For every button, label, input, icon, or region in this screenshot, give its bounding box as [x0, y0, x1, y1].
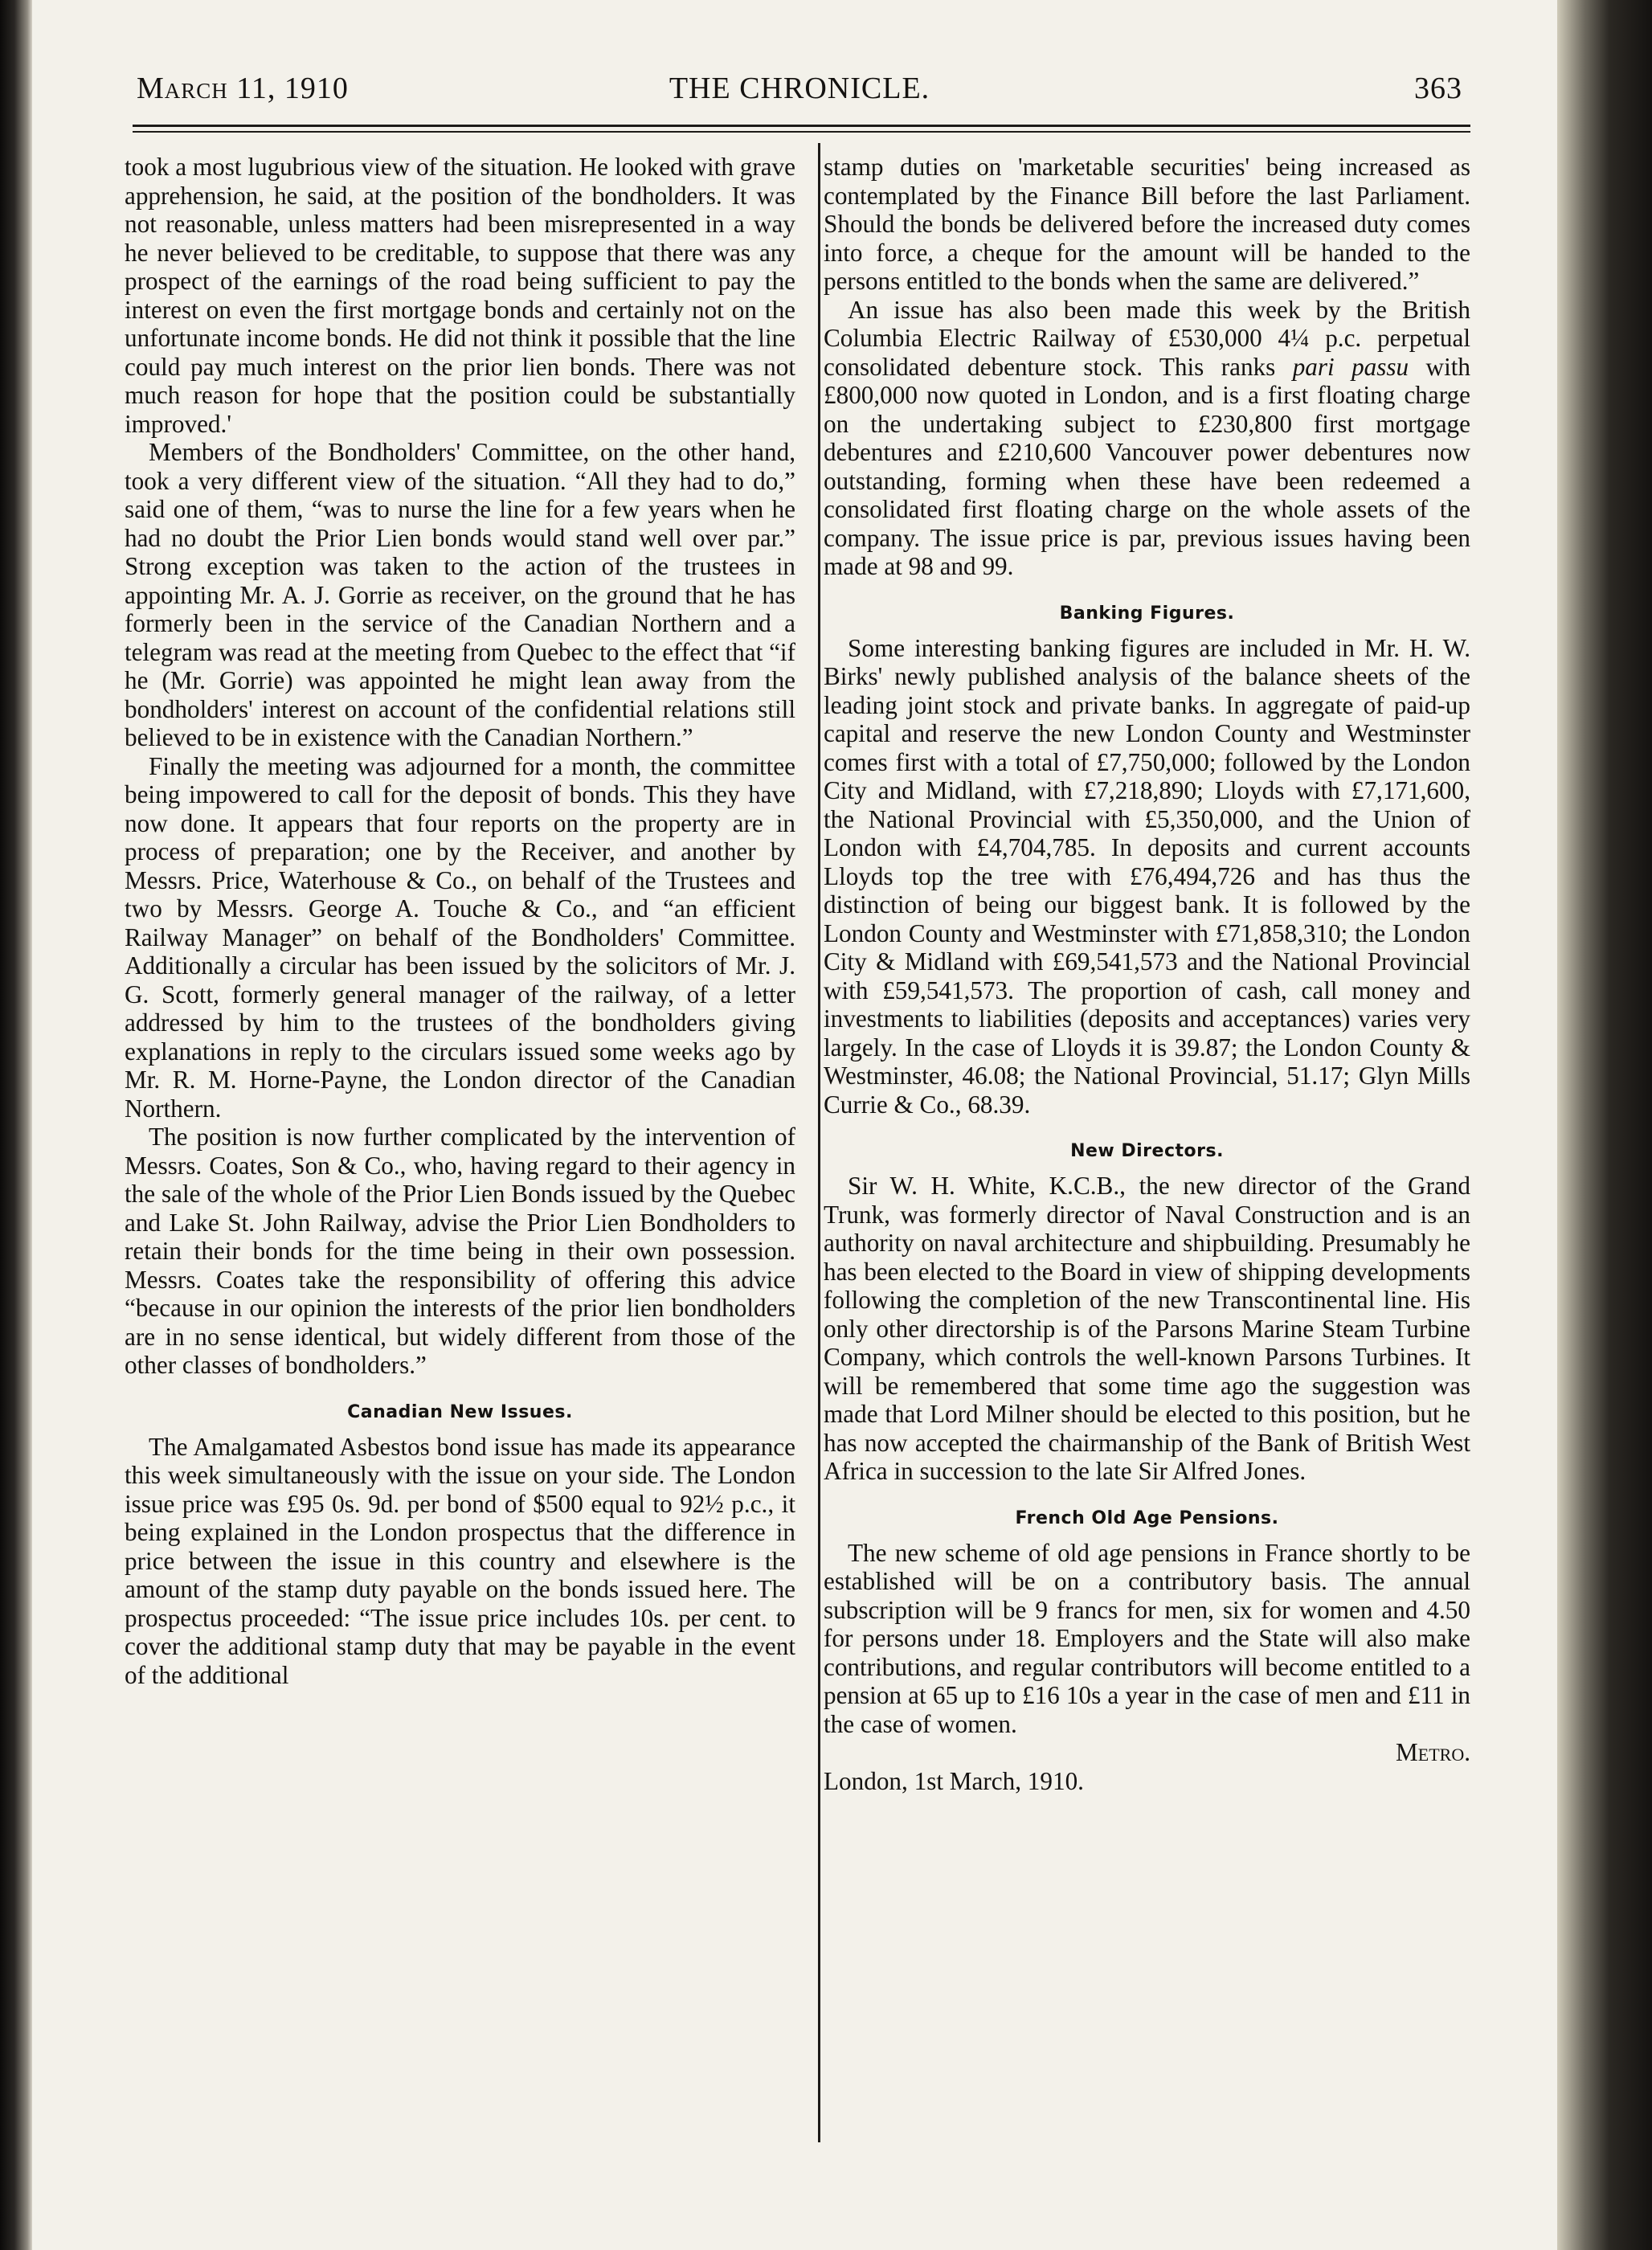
section-heading-banking-figures: Banking Figures.	[1059, 603, 1235, 624]
author-signature: Metro.	[1396, 1738, 1470, 1766]
paragraph: The position is now further complicated by the intervention of Messrs. Coates, Son & Co., who, having regard to their agency in the sale of the whole of the Prior Lien Bonds issued by the Quebec and Lake St. John Railway, advise the Prior Lien Bondholders to retain their bonds for the time being in their own possession. Messrs. Coates take the responsibility of offering this advice “because in our opinion the interests of the prior lien bondholders are in no sense identical, but widely different from those of the other classes of bondholders.”	[125, 1123, 795, 1379]
paragraph-text: with £800,000 now quoted in London, and is a first floating charge on the undertaking subject to £230,800 first mortgage debentures and £210,600 Vancouver power debentures now outstanding, forming when these have been redeemed a consolidated first floating charge on the whole assets of the company. The issue price is par, previous issues having been made at 98 and 99.	[824, 352, 1470, 580]
section-heading-french-old-age-pensions: French Old Age Pensions.	[1015, 1508, 1279, 1528]
header-date: March 11, 1910	[137, 72, 349, 105]
left-column	[125, 153, 795, 1689]
header-rule-double	[133, 131, 1470, 133]
paragraph	[824, 296, 1470, 581]
paragraph-text: An issue has also been made this week by the British Columbia Electric Railway of £530,000 4¼ p.c. perpetual consolidated debenture stock. This ranks	[824, 295, 1470, 381]
paragraph: Sir W. H. White, K.C.B., the new director of the Grand Trunk, was formerly director of Naval Construction and is an authority on naval architecture and shipbuilding. Presumably he has been elected to the Board in view of shipping developments following the completion of the new Transcontinental line. His only other directorship is of the Parsons Marine Steam Turbine Company, which controls the well-known Parsons Turbines. It will be remembered that some time ago the suggestion was made that Lord Milner should be elected to this position, but he has now accepted the chairmanship of the Bank of British West Africa in succession to the late Sir Alfred Jones.	[824, 1172, 1470, 1485]
header-rule	[133, 125, 1470, 127]
paragraph: stamp duties on 'marketable securities' being increased as contemplated by the Finance Bill before the last Parliament. Should the bonds be delivered before the increased duty comes into force, a cheque for the amount will be handed to the persons entitled to the bonds when the same are delivered.”	[824, 153, 1470, 295]
book-binding-edge	[0, 0, 32, 2250]
paragraph: Members of the Bondholders' Committee, on the other hand, took a very different view of the situation. “All they had to do,” said one of them, “was to nurse the line for a few years when he had no doubt the Prior Lien bonds would stand well over par.” Strong exception was taken to the action of the trustees in appointing Mr. A. J. Gorrie as receiver, on the ground that he has formerly been in the service of the Canadian Northern and a telegram was read at the meeting from Quebec to the effect that “if he (Mr. Gorrie) was appointed he might lean away from the bondholders' interest on account of the confidential relations still believed to be in existence with the Canadian Northern.”	[125, 438, 795, 751]
right-column	[824, 153, 1470, 1795]
page-header	[137, 71, 1462, 119]
dateline: London, 1st March, 1910.	[824, 1766, 1084, 1795]
paragraph: The new scheme of old age pensions in France shortly to be established will be on a contributory basis. The annual subscription will be 9 francs for men, six for women and 4.50 for persons under 18. Employers and the State will also make contributions, and regular contributors will become entitled to a pension at 65 up to £16 10s a year in the case of men and £11 in the case of women.	[824, 1538, 1470, 1738]
paragraph: Some interesting banking figures are included in Mr. H. W. Birks' newly published analysis of the balance sheets of the leading joint stock and private banks. In aggregate of paid-up capital and reserve the new London County and Westminster comes first with a total of £7,750,000; followed by the London City and Midland, with £7,218,890; Lloyds with £7,171,600, the National Provincial with £5,350,000, and the Union of London with £4,704,785. In deposits and current accounts Lloyds top the tree with £76,494,726 and has thus the distinction of being our biggest bank. It is followed by the London County and Westminster with £71,858,310; the London City & Midland with £69,541,573 and the National Provincial with £59,541,573. The proportion of cash, call money and investments to liabilities (deposits and acceptances) varies very largely. In the case of Lloyds it is 39.87; the London County & Westminster, 46.08; the National Provincial, 51.17; Glyn Mills Currie & Co., 68.39.	[824, 633, 1470, 1119]
page-number: 363	[1414, 72, 1462, 105]
paragraph: took a most lugubrious view of the situation. He looked with grave apprehension, he said, at the position of the bondholders. It was not reasonable, unless matters had been misrepresented in a way he never believed to be creditable, to suppose that there was any prospect of the earnings of the road being sufficient to pay the interest on even the first mortgage bonds and certainly not on the unfortunate income bonds. He did not think it possible that the line could pay much interest on the prior lien bonds. There was not much reason for hope that the position could be substantially improved.'	[125, 153, 795, 438]
italic-phrase: pari passu	[1292, 352, 1409, 381]
section-heading-canadian-new-issues: Canadian New Issues.	[347, 1401, 573, 1422]
publication-title: THE CHRONICLE.	[669, 72, 930, 105]
paragraph: Finally the meeting was adjourned for a month, the committee being impowered to call for the deposit of bonds. This they have now done. It appears that four reports on the property are in process of preparation; one by the Receiver, and another by Messrs. Price, Waterhouse & Co., on behalf of the Trustees and two by Messrs. George A. Touche & Co., and “an efficient Railway Manager” on behalf of the Bondholders' Committee. Additionally a circular has been issued by the solicitors of Mr. J. G. Scott, formerly general manager of the railway, of a letter addressed by him to the trustees of the bondholders giving explanations in reply to the circulars issued some weeks ago by Mr. R. M. Horne-Payne, the London director of the Canadian Northern.	[125, 751, 795, 1123]
section-heading-new-directors: New Directors.	[1070, 1141, 1224, 1161]
paragraph: The Amalgamated Asbestos bond issue has made its appearance this week simultaneously with the issue on your side. The London issue price was £95 0s. 9d. per bond of $500 equal to 92½ p.c., it being explained in the London prospectus that the difference in price between the issue in this country and elsewhere is the amount of the stamp duty payable on the bonds issued here. The prospectus proceeded: “The issue price includes 10s. per cent. to cover the additional stamp duty that may be payable in the event of the additional	[125, 1432, 795, 1689]
column-divider	[818, 143, 820, 2142]
adjacent-page-edge	[1557, 0, 1652, 2250]
